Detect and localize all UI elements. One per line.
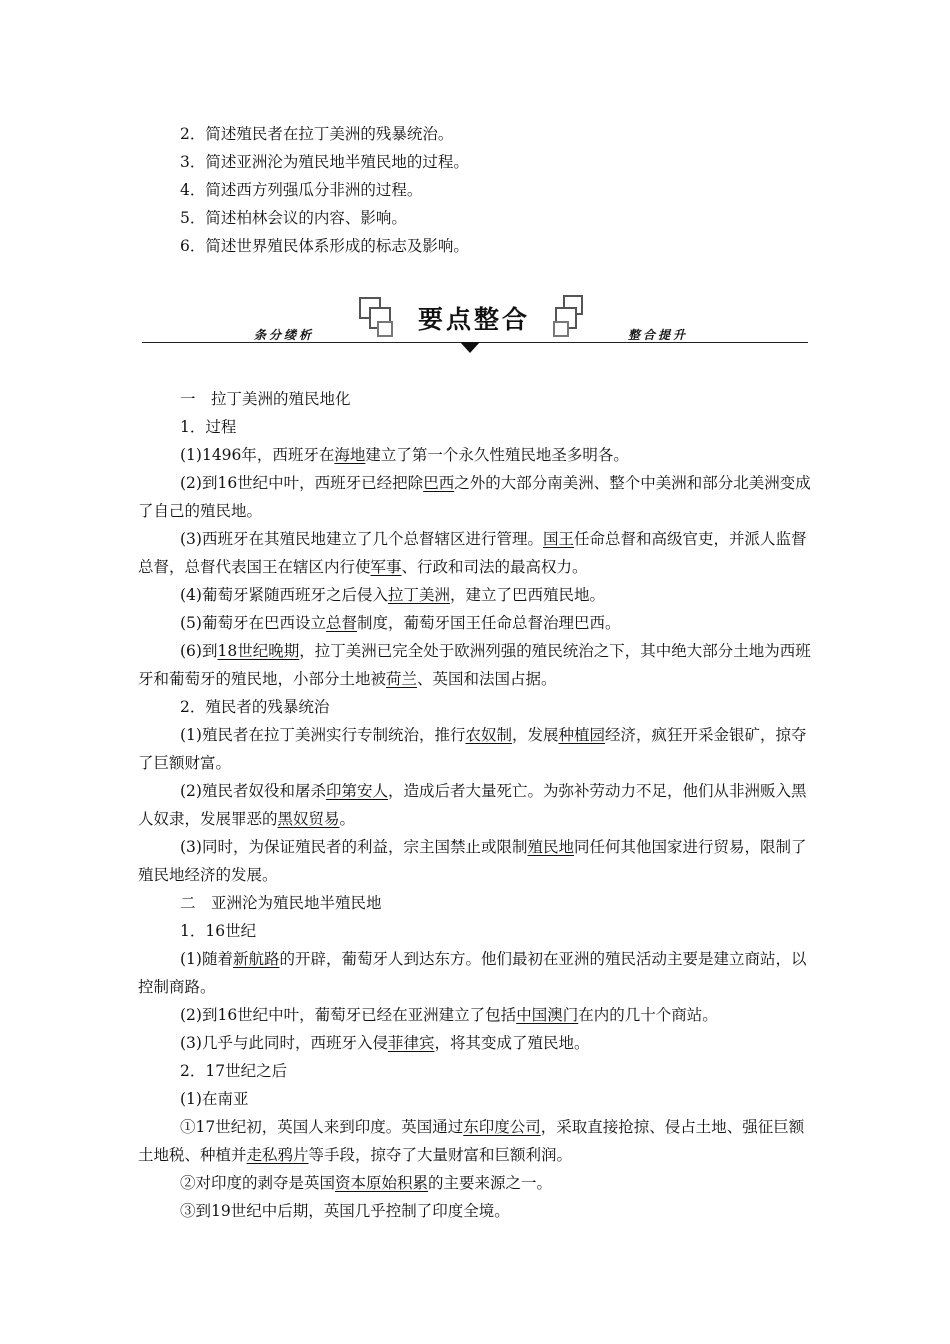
underlined-keyword: 中国澳门 xyxy=(516,1006,579,1024)
goal-item: 2．简述殖民者在拉丁美洲的残暴统治。 xyxy=(180,125,454,143)
paragraph-text: 同任何其他国家进行贸易，限制了殖民地经济的发展。 xyxy=(138,838,807,884)
content-paragraph xyxy=(138,469,818,525)
content-paragraph xyxy=(138,1113,818,1169)
content-paragraph xyxy=(138,721,818,777)
goal-item: 3．简述亚洲沦为殖民地半殖民地的过程。 xyxy=(180,153,469,171)
content-paragraph xyxy=(138,1001,818,1029)
paragraph-text: 一 拉丁美洲的殖民地化 xyxy=(180,390,351,408)
paragraph-text: ①17世纪初，英国人来到印度。英国通过 xyxy=(180,1118,464,1136)
paragraph-text: (3)几乎与此同时，西班牙入侵 xyxy=(180,1034,388,1052)
paragraph-text: ，采取直接抢掠、侵占土地、强征巨额土地税、种植并 xyxy=(138,1118,805,1164)
content-paragraph xyxy=(138,609,818,637)
paragraph-text: (2)到16世纪中叶，西班牙已经把除 xyxy=(180,474,424,492)
paragraph-text: (1)在南亚 xyxy=(180,1090,249,1108)
content-paragraph xyxy=(138,1169,818,1197)
paragraph-text: (4)葡萄牙紧随西班牙之后侵入 xyxy=(180,586,388,604)
underlined-keyword: 黑奴贸易 xyxy=(277,810,340,828)
goal-item: 4．简述西方列强瓜分非洲的过程。 xyxy=(180,181,423,199)
content-paragraph xyxy=(138,525,818,581)
content-paragraph xyxy=(138,637,818,693)
content-paragraph xyxy=(138,581,818,609)
underlined-keyword: 农奴制 xyxy=(465,726,512,744)
underlined-keyword: 海地 xyxy=(334,446,366,464)
section-heading xyxy=(180,385,860,413)
content-paragraph xyxy=(138,1197,818,1225)
paragraph-text: 的主要来源之一。 xyxy=(428,1174,553,1192)
underlined-keyword: 东印度公司 xyxy=(463,1118,541,1136)
paragraph-text: 的开辟，葡萄牙人到达东方。他们最初在亚洲的殖民活动主要是建立商站，以控制商路。 xyxy=(138,950,807,996)
content-paragraph xyxy=(138,441,818,469)
paragraph-text: 制度，葡萄牙国王任命总督治理巴西。 xyxy=(356,614,621,632)
paragraph-text: 建立了第一个永久性殖民地圣多明各。 xyxy=(365,446,629,464)
banner-right-subtitle: 整合提升 xyxy=(628,328,689,342)
paragraph-text: 1．过程 xyxy=(180,418,237,436)
paragraph-text: ，发展 xyxy=(511,726,559,744)
content-paragraph xyxy=(138,777,818,833)
section-heading xyxy=(180,889,860,917)
content-paragraph xyxy=(138,833,818,889)
paragraph-text: ③到19世纪中后期，英国几乎控制了印度全境。 xyxy=(180,1202,510,1220)
banner-title: 要点整合 xyxy=(418,305,531,334)
underlined-keyword: 印第安人 xyxy=(325,782,388,800)
section-heading xyxy=(180,1057,860,1085)
paragraph-text: (3)西班牙在其殖民地建立了几个总督辖区进行管理。 xyxy=(180,530,543,548)
paragraph-text: (6)到 xyxy=(180,642,218,660)
paragraph-text: 任命总督和高级官吏，并派人监督总督，总督代表国王在辖区内行使 xyxy=(138,530,807,576)
paragraph-text: (5)葡萄牙在巴西设立 xyxy=(180,614,326,632)
underlined-keyword: 资本原始积累 xyxy=(335,1174,429,1192)
paragraph-text: (1)随着 xyxy=(180,950,233,968)
paragraph-text: 二 亚洲沦为殖民地半殖民地 xyxy=(180,894,382,912)
paragraph-text: ，造成后者大量死亡。为弥补劳动力不足，他们从非洲贩入黑人奴隶，发展罪恶的 xyxy=(138,782,807,828)
banner-triangle-icon xyxy=(460,342,480,353)
section-heading xyxy=(180,413,860,441)
squares-ornament-icon xyxy=(550,294,594,340)
section-banner xyxy=(142,292,808,358)
content-paragraph xyxy=(138,1029,818,1057)
paragraph-text: 2．17世纪之后 xyxy=(180,1062,288,1080)
paragraph-text: (1)1496年，西班牙在 xyxy=(180,446,335,464)
goal-item: 6．简述世界殖民体系形成的标志及影响。 xyxy=(180,237,469,255)
underlined-keyword: 走私鸦片 xyxy=(246,1146,309,1164)
paragraph-text: ②对印度的剥夺是英国 xyxy=(180,1174,336,1192)
paragraph-text: (2)殖民者奴役和屠杀 xyxy=(180,782,326,800)
section-heading xyxy=(180,1085,860,1113)
section-heading xyxy=(180,693,860,721)
paragraph-text: 之外的大部分南美洲、整个中美洲和部分北美洲变成了自己的殖民地。 xyxy=(138,474,811,520)
paragraph-text: 。 xyxy=(339,810,356,828)
section-heading xyxy=(180,917,860,945)
paragraph-text: 在内的几十个商站。 xyxy=(578,1006,718,1024)
paragraph-text: 等手段，掠夺了大量财富和巨额利润。 xyxy=(308,1146,573,1164)
underlined-keyword: 新航路 xyxy=(232,950,280,968)
underlined-keyword: 总督 xyxy=(325,614,357,632)
goal-item: 5．简述柏林会议的内容、影响。 xyxy=(180,209,407,227)
underlined-keyword: 荷兰 xyxy=(386,670,418,688)
paragraph-text: 、英国和法国占据。 xyxy=(417,670,557,688)
paragraph-text: 1．16世纪 xyxy=(180,922,257,940)
paragraph-text: 2．殖民者的残暴统治 xyxy=(180,698,330,716)
underlined-keyword: 拉丁美洲 xyxy=(387,586,450,604)
underlined-keyword: 国王 xyxy=(542,530,574,548)
banner-left-subtitle: 条分缕析 xyxy=(254,328,315,342)
paragraph-text: 、行政和司法的最高权力。 xyxy=(401,558,588,576)
underlined-keyword: 殖民地 xyxy=(527,838,574,856)
paragraph-text: ，拉丁美洲已完全处于欧洲列强的殖民统治之下，其中绝大部分土地为西班牙和葡萄牙的殖民地，小部分土地被 xyxy=(138,642,811,688)
paragraph-text: ，建立了巴西殖民地。 xyxy=(449,586,605,604)
underlined-keyword: 种植园 xyxy=(558,726,606,744)
underlined-keyword: 菲律宾 xyxy=(387,1034,435,1052)
underlined-keyword: 18世纪晚期 xyxy=(217,642,300,660)
paragraph-text: (3)同时，为保证殖民者的利益，宗主国禁止或限制 xyxy=(180,838,528,856)
content-paragraph xyxy=(138,945,818,1001)
underlined-keyword: 巴西 xyxy=(423,474,455,492)
paragraph-text: 经济，疯狂开采金银矿，掠夺了巨额财富。 xyxy=(138,726,807,772)
paragraph-text: ，将其变成了殖民地。 xyxy=(434,1034,590,1052)
underlined-keyword: 军事 xyxy=(370,558,402,576)
paragraph-text: (2)到16世纪中叶，葡萄牙已经在亚洲建立了包括 xyxy=(180,1006,517,1024)
paragraph-text: (1)殖民者在拉丁美洲实行专制统治，推行 xyxy=(180,726,466,744)
squares-ornament-icon xyxy=(356,294,400,340)
